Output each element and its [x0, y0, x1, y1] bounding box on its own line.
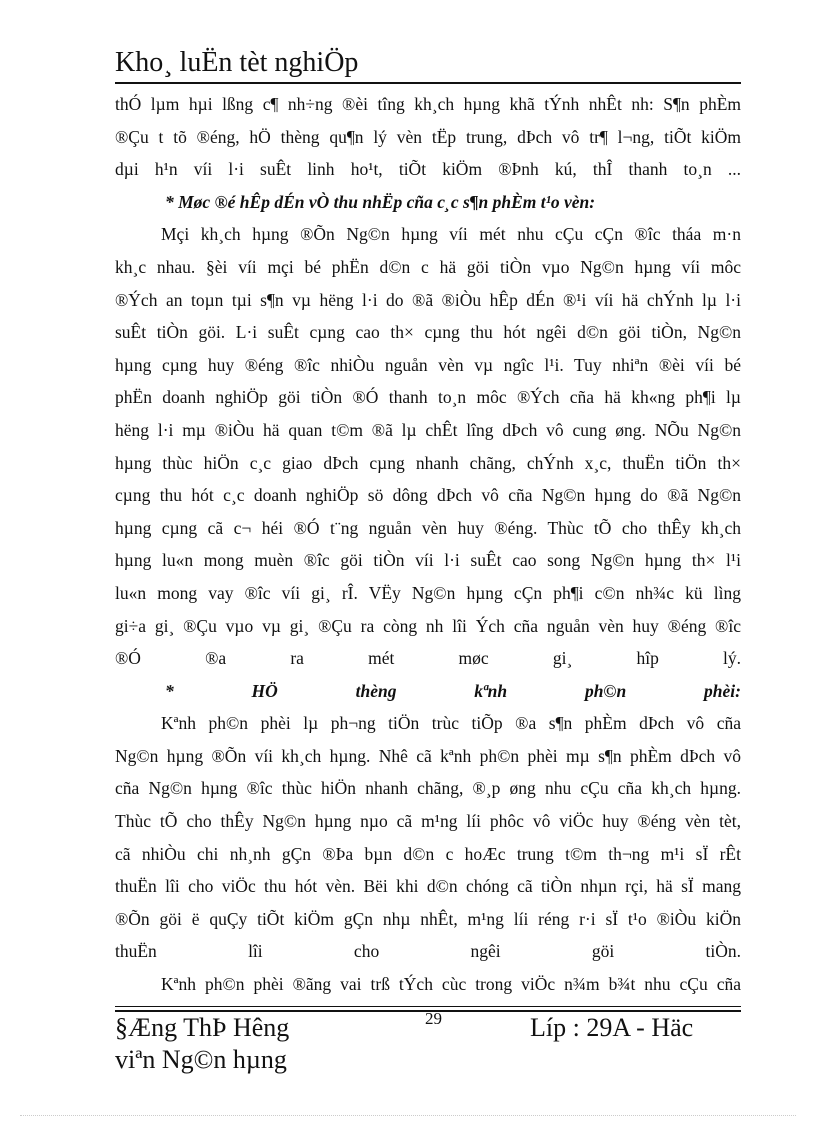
section-heading: * HÖ thèng kªnh ph©n phèi:: [165, 680, 741, 701]
body-line: Kªnh ph©n phèi ®ãng vai trß tÝch cùc trong viÖc n¾m b¾t nhu cÇu cña: [161, 974, 741, 995]
body-line: Thùc tÕ cho thÊy Ng©n hµng nµo cã m¹ng líi phôc vô viÖc huy ®éng vèn tèt,: [115, 811, 741, 832]
body-line: ®Ých an toµn tµi s¶n vµ hëng l·i do ®ã ®iÒu hÊp dÉn ®¹i víi hä chÝnh lµ l·i: [115, 289, 741, 310]
page-number: 29: [425, 1009, 442, 1028]
body-line: hµng cµng cã c¬ héi ®Ó t¨ng nguån vèn huy ®éng. Thùc tÕ cho thÊy kh¸ch: [115, 517, 741, 538]
body-line: dµi h¹n víi l·i suÊt linh ho¹t, tiÕt kiÖm ®Þnh kú, thÎ thanh to¸n ...: [115, 159, 741, 180]
body-line: thÓ lµm hµi lßng c¶ nh÷ng ®èi tîng kh¸ch hµng khã tÝnh nhÊt nh: S¶n phÈm: [115, 94, 741, 114]
footer-author: [115, 1012, 345, 1076]
body-line: gi÷a gi¸ ®Çu vµo vµ gi¸ ®Çu ra còng nh lîi Ých cña nguån vèn huy ®éng ®îc: [115, 615, 741, 636]
body-line: Mçi kh¸ch hµng ®Õn Ng©n hµng víi mét nhu cÇu cÇn ®îc tháa m·n: [161, 224, 741, 245]
footer-author-name: §Æng ThÞ Hêng: [115, 1013, 290, 1042]
body-line: cña Ng©n hµng ®îc thùc hiÖn nhanh chãng, ®¸p øng nhu cÇu cña kh¸ch hµng.: [115, 778, 741, 799]
body-line: hµng thùc hiÖn c¸c giao dÞch cµng nhanh chãng, chÝnh x¸c, thuËn tiÖn th×: [115, 452, 741, 473]
body-line: hµng cµng huy ®éng ®îc nhiÒu nguån vèn vµ ngîc l¹i. Tuy nhiªn ®èi víi bé: [115, 354, 741, 375]
header-rule: [115, 82, 741, 84]
body-line: Kªnh ph©n phèi lµ ph¬ng tiÖn trùc tiÕp ®a s¶n phÈm dÞch vô cña: [161, 713, 741, 734]
body-line: thuËn lîi cho ngêi göi tiÒn.: [115, 941, 741, 962]
page-bottom-border: [20, 1115, 796, 1116]
footer-class-label: Líp : 29A - Häc: [530, 1013, 694, 1042]
body-line: hëng l·i mµ ®iÒu hä quan t©m ®ã lµ chÊt lîng dÞch vô cung øng. NÕu Ng©n: [115, 419, 741, 440]
body-line: lu«n mong vay ®îc víi gi¸ rÎ. VËy Ng©n hµng cÇn ph¶i c©n nh¾c kü lìng: [115, 582, 741, 603]
body-line: ®Õn göi ë quÇy tiÕt kiÖm gÇn nhµ nhÊt, m¹ng líi réng r·i sÏ t¹o ®iÒu kiÖn: [115, 908, 741, 929]
footer-author-line2: viªn Ng©n hµng: [115, 1045, 287, 1074]
body-line: Ng©n hµng ®Õn víi kh¸ch hµng. Nhê cã kªnh ph©n phèi mµ s¶n phÈm dÞch vô: [115, 745, 741, 766]
footer-rule: [115, 1006, 741, 1007]
body-line: kh¸c nhau. §èi víi mçi bé phËn d©n c hä göi tiÒn vµo Ng©n hµng víi môc: [115, 256, 741, 277]
section-heading: * Møc ®é hÊp dÉn vÒ thu nhËp cña c¸c s¶n phÈm t¹o vèn:: [165, 191, 596, 212]
body-line: cµng thu hót c¸c doanh nghiÖp sö dông dÞch vô cña Ng©n hµng do ®ã Ng©n: [115, 485, 741, 506]
header-title: Kho¸ luËn tèt nghiÖp: [115, 47, 359, 78]
body-line: thuËn lîi cho viÖc thu hót vèn. Bëi khi d©n chóng cã tiÒn nhµn rçi, hä sÏ mang: [115, 876, 741, 897]
body-line: cã nhiÒu chi nh¸nh gÇn ®Þa bµn d©n c hoÆc trung t©m th¬ng m¹i sÏ rÊt: [115, 843, 741, 864]
body-text: [115, 88, 741, 1001]
body-line: hµng lu«n mong muèn ®îc göi tiÒn víi l·i suÊt cao song Ng©n hµng th× l¹i: [115, 550, 741, 571]
body-line: phËn doanh nghiÖp göi tiÒn ®Ó thanh to¸n môc ®Ých cña hä kh«ng ph¶i lµ: [115, 387, 741, 408]
body-line: ®Çu t tõ ®éng, hÖ thèng qu¶n lý vèn tËp trung, dÞch vô tr¶ l¬ng, tiÕt kiÖm: [115, 126, 741, 147]
body-line: suÊt tiÒn göi. L·i suÊt cµng cao th× cµng thu hót ngêi d©n göi tiÒn, Ng©n: [115, 322, 741, 343]
body-line: ®Ó ®a ra mét møc gi¸ hîp lý.: [115, 648, 741, 669]
